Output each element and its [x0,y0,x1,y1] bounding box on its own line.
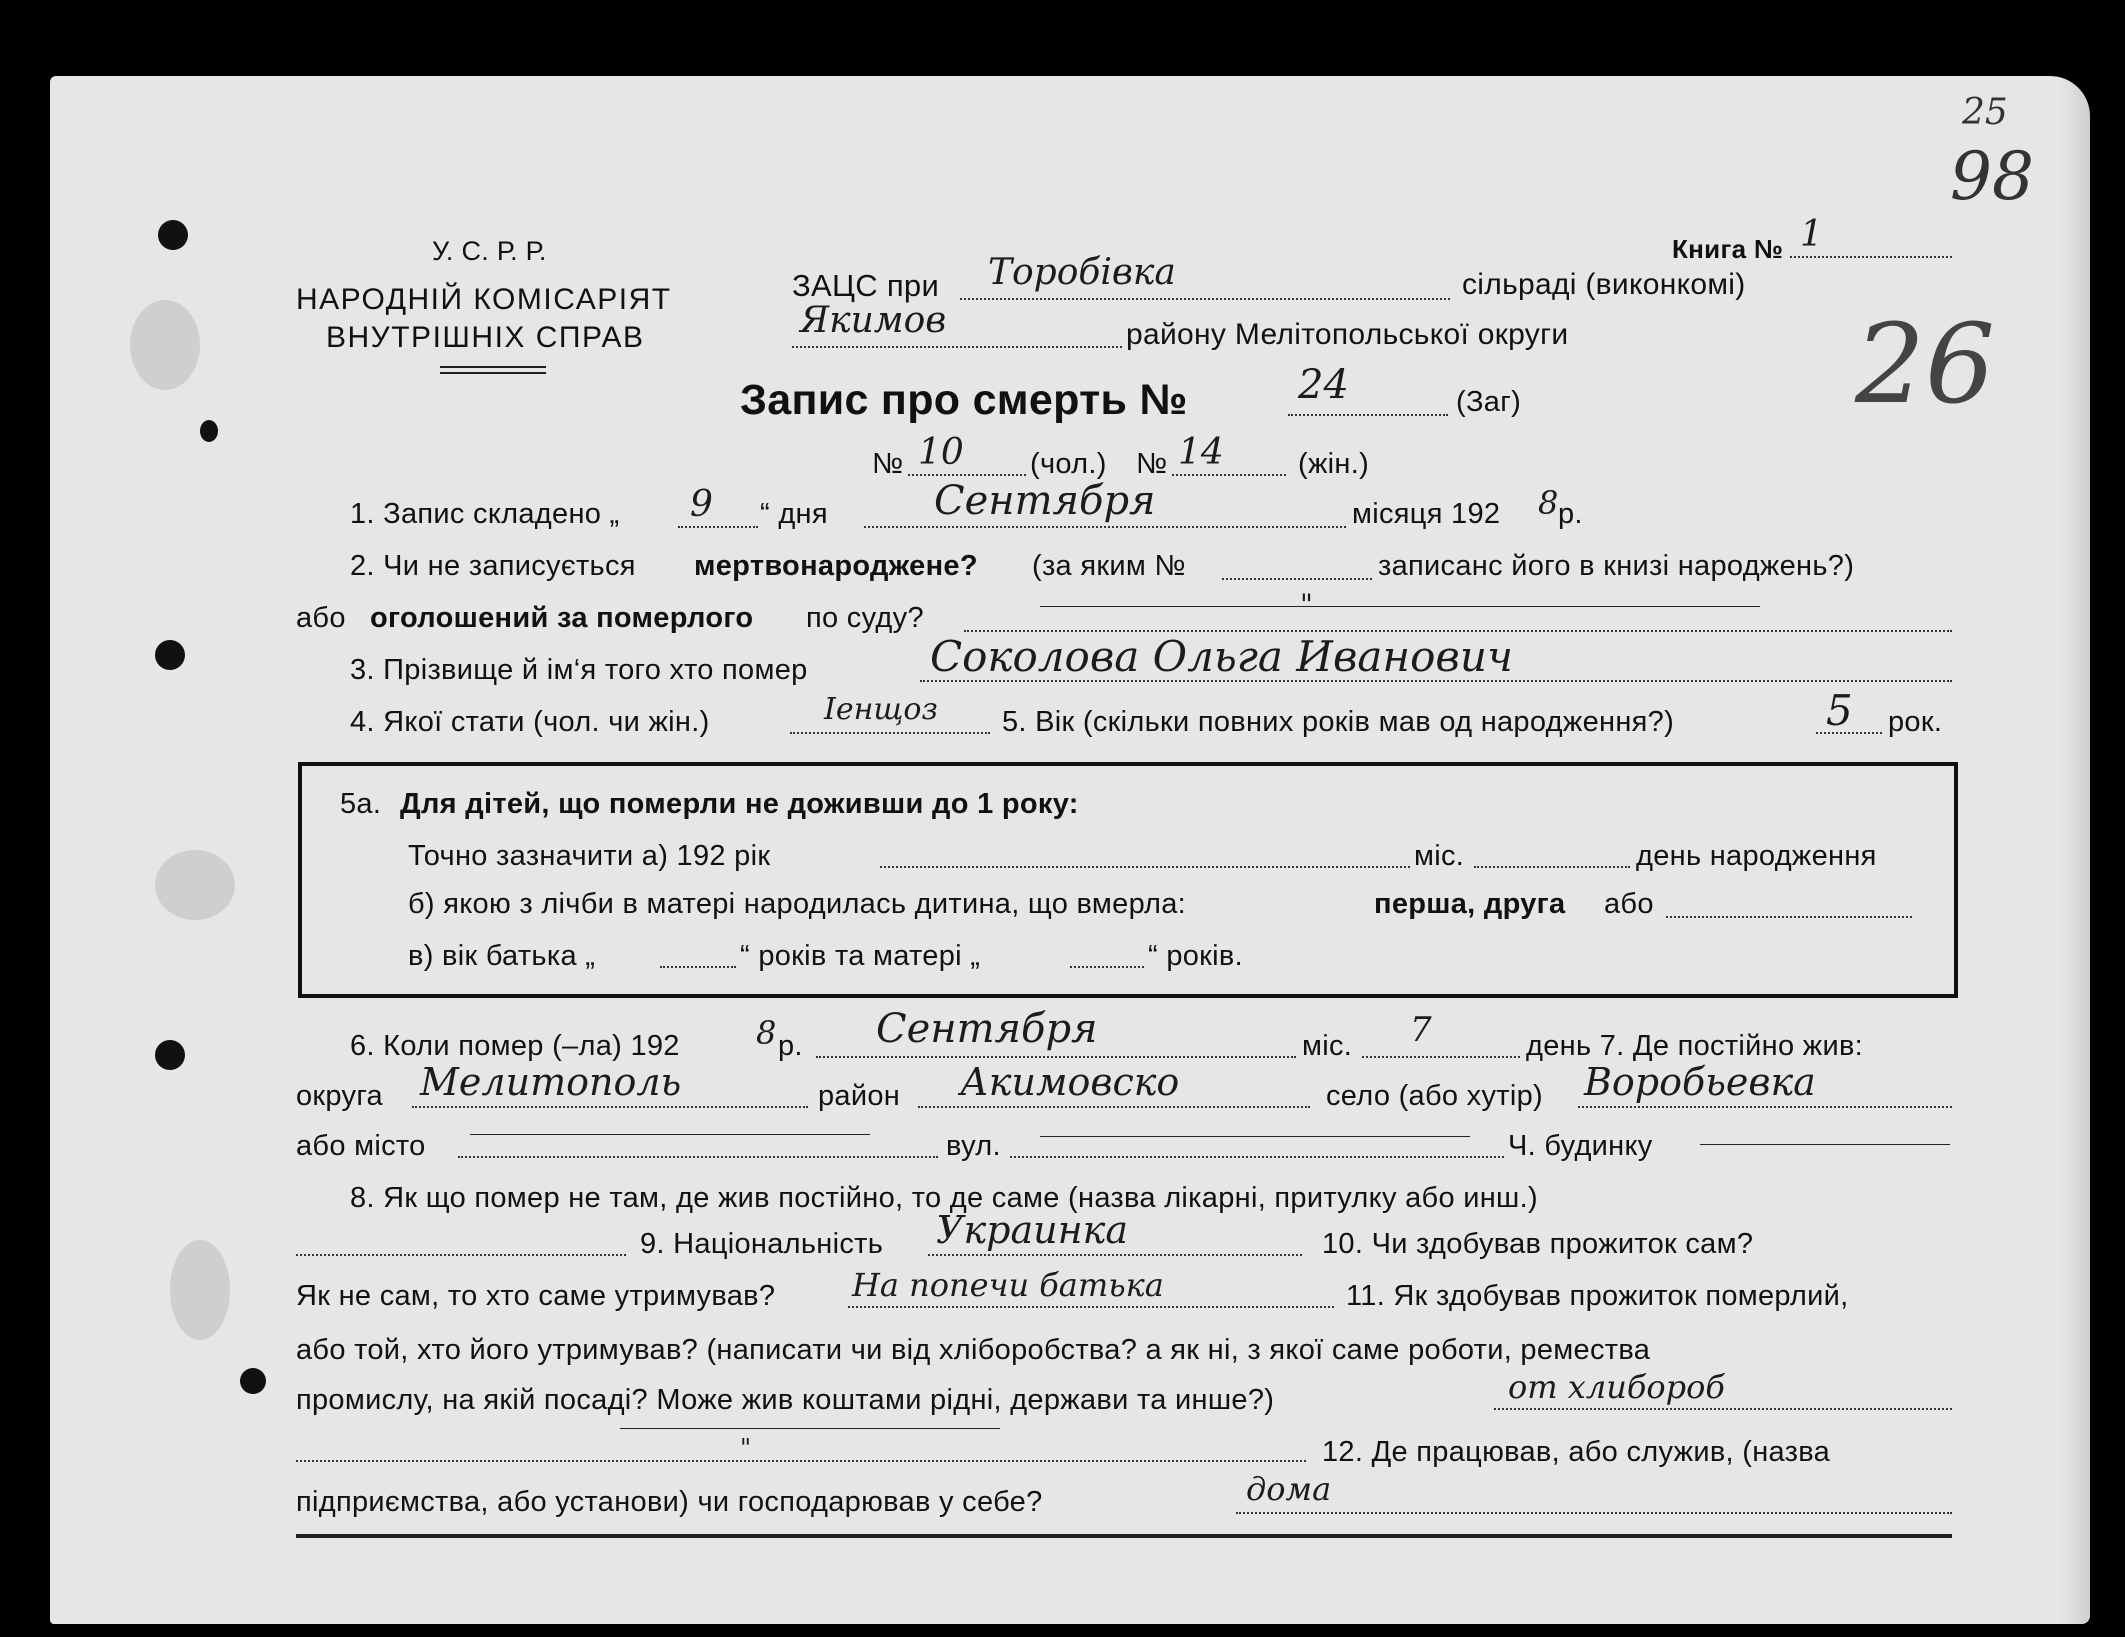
q2b-dash-mark: " [1300,588,1313,621]
q7-okruga-dots [412,1106,808,1108]
box-line2-b: перша, друга [1374,888,1566,920]
male-no-dots [908,474,1026,476]
q1-day-value: 9 [690,484,713,525]
box-line3-a: в) вік батька „ [408,940,596,972]
q12-dash-mark: " [740,1434,752,1462]
q9-label-a: 9. Національність [640,1228,884,1260]
q2-label-a: 2. Чи не записується [350,550,636,582]
zags-suffix: сільраді (виконкомі) [1462,268,1746,301]
margin-number-top: 25 [1962,92,2008,133]
q2-label-b: мертвонароджене? [694,550,978,582]
header-rule [440,372,546,374]
death-month-value: Сентября [876,1006,1098,1052]
binding-hole [158,220,188,250]
title-suffix: (Заг) [1456,386,1522,418]
box-line1-c: день народження [1636,840,1877,872]
q7b-house-strike [1700,1144,1950,1145]
page-title: Запис про смерть № [740,376,1188,424]
q9-pre-dots [296,1254,626,1256]
binding-hole [200,420,218,442]
q11-strike [620,1428,1000,1429]
q6-month-dots [816,1056,1296,1058]
age-dots [1816,732,1882,734]
margin-number-big: 26 [1855,300,1995,428]
q11-dots [1494,1408,1952,1410]
workplace-value: дома [1246,1470,1332,1508]
male-label: (чол.) [1030,448,1107,480]
q4-dots [790,732,990,734]
zags-dots [960,298,1450,300]
nationality-value: Украинка [936,1208,1128,1252]
q2b-label-c: по суду? [806,602,924,634]
q7-raion-dots [918,1106,1310,1108]
ussr-label: У. С. Р. Р. [432,236,547,266]
q10-dots [848,1306,1334,1308]
q7-label-c: село (або хутір) [1326,1080,1543,1112]
commissariat-line2: ВНУТРІШНІХ СПРАВ [326,321,645,354]
district-value: Якимов [800,300,947,341]
q11-label-b: промислу, на якій посаді? Може жив коштами рідні, держави та инше?) [296,1384,1275,1416]
q12-pre-dots [296,1460,1306,1462]
box-line3-dots2 [1070,966,1144,968]
q2-label-d: записанс його в книзі народжень?) [1378,550,1855,582]
supported-by-value: На попечи батька [852,1266,1164,1304]
q1-label-c: місяця 192 [1352,498,1501,530]
q1-month-dots [864,526,1346,528]
q1-month-value: Сентября [934,478,1156,524]
q4-label-c: рок. [1888,706,1943,738]
box-line1-a: Точно зазначити а) 192 рік [408,840,771,872]
q1-label-d: р. [1558,498,1583,530]
paper-tear [155,850,235,920]
paper-tear [130,300,200,390]
q3-label: 3. Прізвище й ім‘я того хто помер [350,654,808,686]
q7-label-a: округа [296,1080,383,1112]
title-dots [1288,414,1448,416]
death-day-value: 7 [1410,1010,1432,1050]
q6-day-dots [1362,1056,1520,1058]
q6-label-b: р. [778,1030,803,1062]
q9-nat-dots [928,1254,1302,1256]
male-no-label: № [872,448,904,480]
q1-year-digit: 8 [1538,484,1559,522]
q1-label-b: “ дня [760,498,828,530]
q7b-street-strike [1040,1136,1470,1137]
q4-label-b: 5. Вік (скільки повних років мав од народження?) [1002,706,1675,738]
age-value: 5 [1826,686,1853,735]
binding-hole [240,1368,266,1394]
box-line3-dots1 [660,966,736,968]
q9-label-b: 10. Чи здобував прожиток сам? [1322,1228,1754,1260]
q7b-label-c: Ч. будинку [1508,1130,1653,1162]
q12-dots [1236,1512,1952,1514]
q1-day-dots [678,526,758,528]
q1-label-a: 1. Запис складено „ [350,498,620,530]
q4-label-a: 4. Якої стати (чол. чи жін.) [350,706,710,738]
death-year-digit: 8 [756,1014,777,1052]
q2b-strike [1040,606,1760,607]
district-suffix: району Мелітопольської округи [1126,318,1569,351]
occupation-value: от хлибороб [1508,1368,1725,1406]
q2-dots [1222,578,1372,580]
bottom-rule [296,1534,1952,1538]
record-number: 24 [1298,362,1349,408]
box-line2-c: або [1604,888,1654,920]
q7b-street-dots [1010,1156,1504,1158]
paper-tear [170,1240,230,1340]
village-council-value: Торобівка [988,252,1176,293]
q7b-city-strike [470,1134,870,1135]
header-rule [440,366,546,368]
binding-hole [155,1040,185,1070]
binding-hole [155,640,185,670]
q7-selo-dots [1578,1106,1952,1108]
male-no-value: 10 [918,432,964,473]
q10-label-a: Як не сам, то хто саме утримував? [296,1280,776,1312]
box-line3-c: “ років. [1148,940,1243,972]
box-line1-b: міс. [1414,840,1465,872]
box-line2-dots [1666,916,1912,918]
box-title-number: 5а. [340,788,382,820]
sex-value: Іенщоз [824,692,938,727]
box-line2-a: б) якою з лічби в матері народилась дитина, що вмерла: [408,888,1187,920]
q11-label-a: або той, хто його утримував? (написати чи від хліборобства? а як ні, з якої саме роботи, ремества [296,1334,1651,1366]
q2b-label-b: оголошений за померлого [370,602,754,634]
box-title: Для дітей, що померли не доживши до 1 року: [400,788,1079,820]
q7b-label-a: або місто [296,1130,426,1162]
commissariat-line1: НАРОДНІЙ КОМІСАРІЯТ [296,283,672,316]
q12-label-b: підприємства, або установи) чи господарював у себе? [296,1486,1043,1518]
box-line1-dots2 [1474,866,1630,868]
q8-label: 8. Як що помер не там, де жив постійно, то де саме (назва лікарні, притулку або инш.) [350,1182,1538,1214]
box-line3-b: “ років та матері „ [740,940,981,972]
female-label: (жін.) [1298,448,1370,480]
book-dots [1790,256,1952,258]
q7b-city-dots [458,1156,938,1158]
q3-dots [920,680,1952,682]
female-no-label: № [1136,448,1168,480]
q6-label-a: 6. Коли помер (–ла) 192 [350,1030,680,1062]
zags-prefix: ЗАЦС при [792,268,940,303]
q10-label-b: 11. Як здобував прожиток померлий, [1346,1280,1849,1312]
selo-value: Воробьевка [1584,1060,1816,1104]
q2-label-c: (за яким № [1032,550,1186,582]
box-line1-dots [880,866,1410,868]
q7b-label-b: вул. [946,1130,1001,1162]
q2b-label-a: або [296,602,346,634]
district-dots [792,346,1122,348]
book-label: Книга № [1672,234,1784,264]
raion-value: Акимовско [960,1060,1180,1104]
q6-label-d: день 7. Де постійно жив: [1526,1030,1864,1062]
q6-label-c: міс. [1302,1030,1353,1062]
female-no-dots [1172,474,1286,476]
female-no-value: 14 [1178,432,1224,473]
okruga-value: Мелитополь [420,1060,682,1104]
full-name-value: Соколова Ольга Иванович [930,632,1513,681]
q7-label-b: район [818,1080,901,1112]
margin-number-mid: 98 [1950,138,2034,215]
q12-label-a: 12. Де працював, або служив, (назва [1322,1436,1831,1468]
book-number: 1 [1800,214,1823,255]
